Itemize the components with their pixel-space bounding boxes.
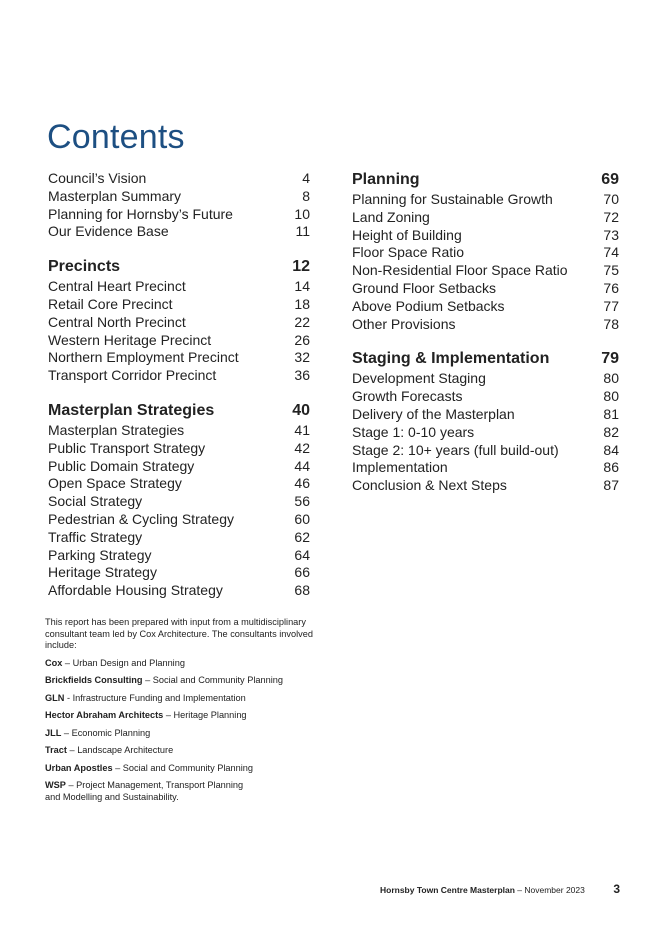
toc-entry[interactable] (352, 459, 619, 477)
toc-entry-page: 84 (603, 441, 619, 458)
toc-entry[interactable] (48, 278, 310, 296)
toc-entry-label: Delivery of the Masterplan (352, 405, 515, 422)
consultant-role: Urban Design and Planning (72, 657, 185, 668)
consultant-entry (45, 745, 315, 757)
consultant-separator: – (65, 780, 77, 790)
consultant-separator: – (112, 762, 123, 773)
toc-entry-label: Social Strategy (48, 493, 143, 510)
toc-entry-page: 11 (295, 223, 310, 240)
toc-entry-label: Floor Space Ratio (352, 244, 465, 261)
toc-entry-page: 26 (294, 331, 310, 348)
consultant-role: Landscape Architecture (77, 745, 174, 755)
toc-entry-label: Stage 1: 0-10 years (352, 423, 475, 440)
toc-entry-label: Land Zoning (352, 208, 430, 225)
toc-entry-label: Non-Residential Floor Space Ratio (352, 262, 568, 279)
consultant-name: Urban Apostles (45, 762, 113, 773)
toc-entry[interactable] (48, 582, 310, 600)
toc-entry[interactable] (352, 298, 619, 316)
consultant-entry (45, 693, 315, 705)
toc-entry-label: Conclusion & Next Steps (352, 477, 507, 494)
toc-entry-page: 10 (294, 205, 310, 222)
toc-entry-page: 14 (294, 278, 310, 295)
toc-section-page: 79 (601, 350, 619, 368)
toc-entry[interactable] (48, 314, 310, 332)
toc-entry-page: 18 (294, 295, 310, 312)
consultant-name: Hector Abraham Architects (45, 710, 164, 720)
consultant-name: JLL (45, 727, 62, 738)
consultant-entry (45, 763, 315, 775)
consultant-separator: – (142, 675, 153, 685)
consultant-name: Tract (45, 745, 67, 755)
toc-entry-page: 60 (294, 510, 310, 527)
consultant-entry (45, 780, 260, 803)
consultant-role: Social and Community Planning (122, 762, 254, 773)
toc-section-title: Planning (352, 171, 420, 188)
consultant-separator: – (62, 657, 73, 668)
consultant-separator: – (163, 710, 174, 720)
consultant-role: Project Management, Transport Planning and Modelling and Sustainability. (45, 780, 244, 802)
toc-entry-label: Planning for Sustainable Growth (352, 191, 553, 207)
contents-left-column (48, 170, 310, 600)
consultant-entry (45, 658, 315, 670)
page-footer (380, 882, 620, 896)
consultant-role: Infrastructure Funding and Implementation (72, 692, 246, 703)
toc-entry-label: Other Provisions (352, 315, 456, 332)
toc-entry[interactable] (352, 424, 619, 442)
toc-entry-page: 73 (603, 226, 619, 243)
page-number: 3 (613, 882, 620, 896)
toc-entry[interactable] (48, 529, 310, 547)
toc-entry-label: Parking Strategy (48, 546, 152, 563)
toc-entry[interactable] (48, 170, 310, 188)
toc-entry-page: 22 (294, 313, 310, 330)
toc-entry[interactable] (352, 388, 619, 406)
toc-entry-label: Central North Precinct (48, 313, 186, 330)
toc-entry-page: 80 (603, 370, 619, 387)
toc-entry[interactable] (48, 349, 310, 367)
toc-entry-label: Masterplan Strategies (48, 421, 185, 438)
consultant-separator: – (66, 745, 78, 755)
toc-entry-label: Development Staging (352, 370, 486, 387)
toc-entry[interactable] (352, 209, 619, 227)
toc-entry-label: Pedestrian & Cycling Strategy (48, 510, 234, 527)
consultant-entry (45, 728, 315, 740)
toc-entry[interactable] (48, 440, 310, 458)
toc-entry-page: 36 (294, 367, 310, 384)
toc-entry[interactable] (48, 511, 310, 529)
toc-entry-page: 64 (294, 546, 310, 563)
consultant-separator: - (64, 692, 73, 703)
toc-entry[interactable] (48, 422, 310, 440)
toc-entry-label: Traffic Strategy (48, 528, 143, 545)
toc-entry-label: Ground Floor Setbacks (352, 279, 496, 296)
toc-entry-page: 46 (294, 475, 310, 492)
footer-document-info (380, 885, 585, 895)
toc-entry-page: 74 (603, 244, 619, 261)
toc-entry-page: 76 (603, 279, 619, 296)
toc-entry-page: 68 (294, 582, 310, 599)
toc-entry-page: 32 (294, 349, 310, 366)
toc-entry[interactable] (48, 564, 310, 582)
toc-entry-page: 41 (294, 421, 310, 438)
toc-entry-label: Public Transport Strategy (48, 439, 206, 456)
toc-section-masterplan-strategies[interactable] (48, 401, 310, 421)
toc-section-staging-implementation[interactable] (352, 349, 619, 369)
toc-entry-page: 56 (294, 493, 310, 510)
toc-entry[interactable] (352, 406, 619, 424)
toc-section-title: Precincts (48, 258, 121, 276)
toc-entry[interactable] (48, 458, 310, 476)
consultant-role: Social and Community Planning (152, 675, 283, 685)
toc-entry-page: 75 (603, 262, 619, 279)
toc-entry-label: Public Domain Strategy (48, 457, 195, 474)
toc-entry[interactable] (352, 191, 619, 209)
toc-entry-label: Affordable Housing Strategy (48, 582, 223, 599)
toc-entry[interactable] (352, 262, 619, 280)
toc-entry-page: 77 (603, 297, 619, 314)
toc-entry[interactable] (48, 547, 310, 565)
toc-entry-label: Northern Employment Precinct (48, 349, 239, 366)
toc-entry[interactable] (352, 370, 619, 388)
toc-section-title: Staging & Implementation (352, 350, 550, 368)
toc-entry-page: 4 (302, 170, 310, 186)
toc-section-page: 40 (292, 401, 310, 419)
consultant-name: GLN (45, 692, 65, 703)
consultant-name: Cox (45, 657, 63, 668)
toc-section-page: 12 (292, 258, 310, 276)
toc-entry[interactable] (352, 477, 619, 495)
toc-section-title: Masterplan Strategies (48, 401, 215, 419)
toc-entry-page: 87 (603, 477, 619, 494)
toc-entry-page: 80 (603, 388, 619, 405)
consultant-name: Brickfields Consulting (45, 675, 143, 685)
toc-entry-label: Implementation (352, 459, 448, 476)
toc-entry-page: 78 (603, 315, 619, 332)
toc-entry-page: 82 (603, 423, 619, 440)
credits-intro: This report has been prepared with input from a multidisciplinary consultant team led by Cox Architecture. The consultants involved include: (45, 617, 313, 650)
toc-entry[interactable] (48, 188, 310, 206)
toc-entry-page: 62 (294, 528, 310, 545)
toc-entry[interactable] (48, 206, 310, 224)
toc-entry[interactable] (352, 244, 619, 262)
toc-entry-label: Planning for Hornsby’s Future (48, 205, 233, 222)
toc-entry-label: Transport Corridor Precinct (48, 367, 217, 384)
toc-entry-page: 70 (603, 191, 619, 207)
toc-entry-label: Retail Core Precinct (48, 295, 173, 312)
toc-entry[interactable] (48, 493, 310, 511)
toc-entry-label: Above Podium Setbacks (352, 297, 505, 314)
toc-entry-label: Height of Building (352, 226, 462, 243)
toc-section-page: 69 (601, 171, 619, 188)
footer-document-title: Hornsby Town Centre Masterplan (380, 885, 515, 895)
toc-entry[interactable] (352, 227, 619, 245)
page-title: Contents (47, 118, 185, 156)
toc-entry-label: Our Evidence Base (48, 223, 169, 240)
toc-entry-page: 8 (302, 187, 310, 204)
toc-entry[interactable] (352, 316, 619, 334)
consultant-role: Economic Planning (71, 727, 151, 738)
footer-date: – November 2023 (514, 885, 585, 895)
consultant-name: WSP (45, 780, 66, 790)
toc-section-precincts[interactable] (48, 257, 310, 277)
contents-right-column (352, 170, 619, 495)
toc-entry-label: Open Space Strategy (48, 475, 182, 492)
consultant-separator: – (61, 727, 72, 738)
consultant-credits (45, 617, 315, 809)
toc-entry[interactable] (48, 367, 310, 385)
toc-entry-label: Masterplan Summary (48, 187, 182, 204)
toc-entry[interactable] (48, 332, 310, 350)
toc-entry[interactable] (48, 475, 310, 493)
toc-entry-page: 72 (603, 208, 619, 225)
toc-entry[interactable] (352, 280, 619, 298)
toc-entry[interactable] (352, 442, 619, 460)
toc-section-planning[interactable] (352, 170, 619, 190)
consultant-role: Heritage Planning (173, 710, 247, 720)
toc-entry[interactable] (48, 296, 310, 314)
consultant-entry (45, 710, 315, 722)
toc-entry-label: Heritage Strategy (48, 564, 157, 581)
toc-entry-label: Growth Forecasts (352, 388, 463, 405)
toc-entry-label: Stage 2: 10+ years (full build-out) (352, 441, 559, 458)
toc-entry-page: 66 (294, 564, 310, 581)
toc-entry-page: 44 (294, 457, 310, 474)
toc-entry-page: 81 (603, 405, 619, 422)
toc-entry-label: Central Heart Precinct (48, 278, 186, 295)
toc-entry[interactable] (48, 223, 310, 241)
toc-entry-page: 86 (603, 459, 619, 476)
consultant-entry (45, 675, 315, 687)
toc-entry-page: 42 (294, 439, 310, 456)
toc-entry-label: Western Heritage Precinct (48, 331, 212, 348)
toc-entry-label: Council’s Vision (48, 170, 147, 186)
